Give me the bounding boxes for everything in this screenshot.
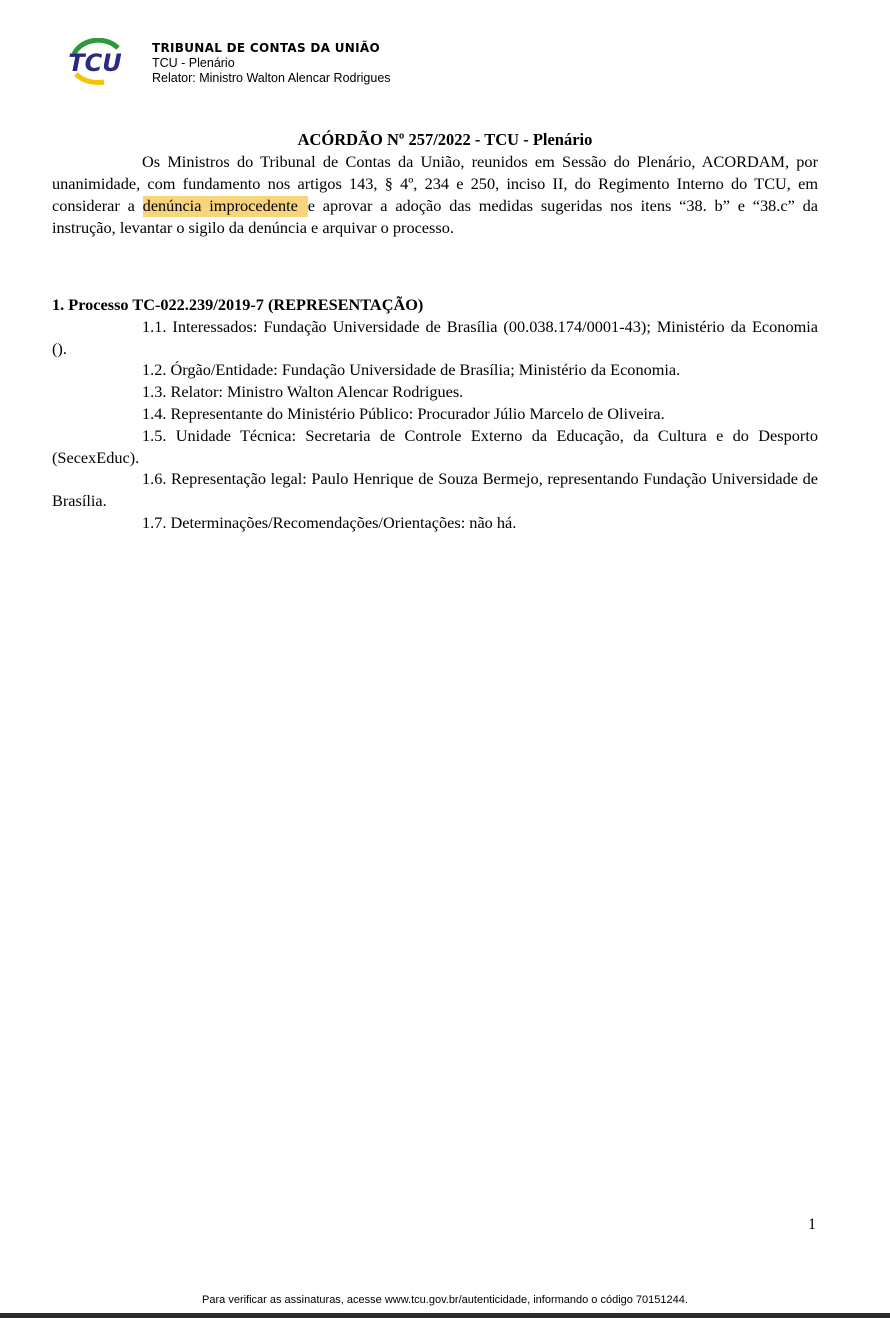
list-item: 1.6. Representação legal: Paulo Henrique de Souza Bermejo, representando Fundação Universidade de Brasília. — [52, 469, 818, 511]
svg-text:TCU: TCU — [68, 49, 122, 77]
list-item: 1.4. Representante do Ministério Público: Procurador Júlio Marcelo de Oliveira. — [142, 403, 665, 423]
organization-name: TRIBUNAL DE CONTAS DA UNIÃO — [152, 41, 380, 55]
page-number: 1 — [808, 1216, 816, 1233]
list-item: 1.3. Relator: Ministro Walton Alencar Rodrigues. — [142, 382, 464, 402]
list-item: 1.2. Órgão/Entidade: Fundação Universidade de Brasília; Ministério da Economia. — [142, 360, 681, 380]
page-bottom-divider — [0, 1313, 890, 1318]
process-section — [52, 294, 818, 534]
intro-paragraph — [52, 151, 818, 239]
list-item: 1.1. Interessados: Fundação Universidade de Brasília (00.038.174/0001-43); Ministério da Economia (). — [52, 316, 818, 358]
intro-text-end: e aprovar a adoção das medidas sugeridas nos itens “38. b” e “38.c” da instrução, levantar o sigilo da denúncia e arquivar o processo. — [52, 196, 819, 237]
relator-name: Relator: Ministro Walton Alencar Rodrigues — [152, 71, 391, 85]
document-title: ACÓRDÃO Nº 257/2022 - TCU - Plenário — [297, 130, 593, 149]
tcu-logo — [64, 38, 126, 86]
highlighted-text[interactable]: denúncia improcedente — [142, 196, 306, 215]
document-header — [64, 38, 391, 86]
list-item: 1.5. Unidade Técnica: Secretaria de Controle Externo da Educação, da Cultura e do Desporto (SecexEduc). — [52, 425, 818, 467]
section-heading: 1. Processo TC-022.239/2019-7 (REPRESENTAÇÃO) — [52, 295, 424, 314]
intro-text: Os Ministros do Tribunal de Contas da União, reunidos em Sessão do Plenário, ACORDAM, por unanimidade, com fundamento nos artigos 143, § 4º, 234 e 250, inciso II, do Regimento Interno do TCU, em considerar a — [52, 152, 818, 215]
unit-name: TCU - Plenário — [152, 56, 235, 70]
verification-footer: Para verificar as assinaturas, acesse www.tcu.gov.br/autenticidade, informando o código 70151244. — [202, 1294, 688, 1306]
list-item: 1.7. Determinações/Recomendações/Orientações: não há. — [142, 512, 517, 532]
